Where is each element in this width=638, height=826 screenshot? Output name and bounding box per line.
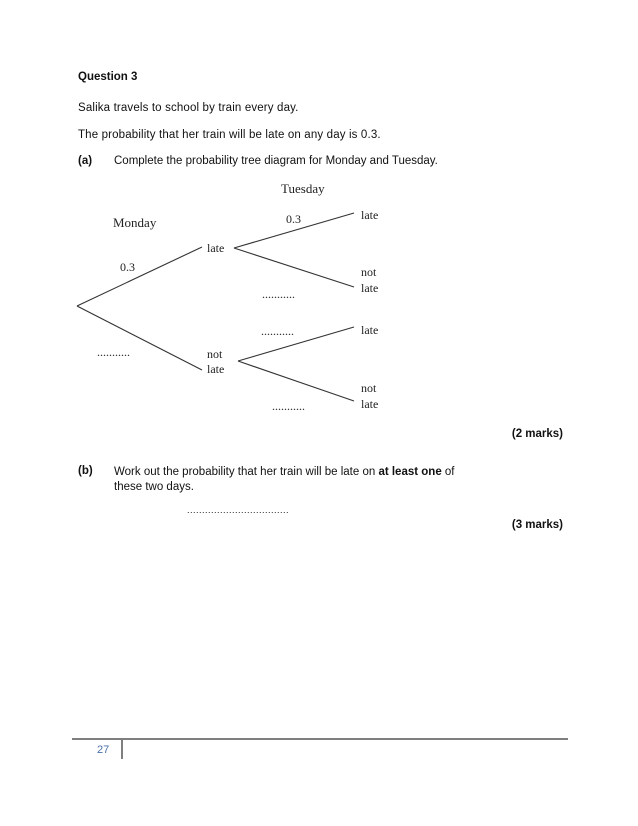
part-a-marks: (2 marks): [511, 428, 563, 440]
page-number: 27: [97, 744, 110, 756]
prob-monday-late: 0.3: [120, 260, 135, 274]
node-tuesday-late-1: late: [361, 208, 379, 222]
part-b-text-after: of these two days.: [114, 466, 455, 493]
blank-tuesday-notlate-late: ...........: [261, 324, 294, 338]
branch-notlate-to-not-late: [238, 361, 354, 401]
blank-monday-not-late: ...........: [97, 345, 130, 359]
part-a-text: Complete the probability tree diagram for Monday and Tuesday.: [114, 155, 438, 167]
node-monday-late: late: [207, 241, 225, 255]
node-monday-not: not: [207, 347, 223, 361]
part-a-label: (a): [78, 155, 93, 167]
probability-statement: The probability that her train will be late on any day is 0.3.: [78, 129, 381, 141]
blank-tuesday-notlate-not-late: ...........: [272, 399, 305, 413]
footer-divider: [72, 738, 568, 740]
node-tuesday-not-late-word-1: late: [361, 281, 379, 295]
tuesday-header: Tuesday: [281, 181, 325, 196]
part-b-text-before: Work out the probability that her train will be late on: [114, 466, 379, 478]
branch-root-to-not-late: [77, 306, 202, 370]
node-tuesday-not-2: not: [361, 381, 377, 395]
part-b-marks: (3 marks): [511, 519, 563, 531]
answer-line: ..................................: [187, 505, 290, 515]
branch-root-to-late: [77, 247, 202, 306]
node-tuesday-late-2: late: [361, 323, 379, 337]
prob-tuesday-late-late: 0.3: [286, 212, 301, 226]
question-title: Question 3: [78, 71, 138, 83]
blank-tuesday-late-not-late: ...........: [262, 287, 295, 301]
node-tuesday-not-late-word-2: late: [361, 397, 379, 411]
footer-vertical-bar: [121, 740, 123, 759]
node-monday-not-late-word: late: [207, 362, 225, 376]
part-b-text: [114, 465, 474, 495]
question-intro: Salika travels to school by train every day.: [78, 102, 299, 114]
branch-notlate-to-late: [238, 327, 354, 361]
part-b-label: (b): [78, 465, 93, 477]
part-b-text-bold: at least one: [378, 466, 442, 478]
node-tuesday-not-1: not: [361, 265, 377, 279]
branch-late-to-not-late: [234, 248, 354, 287]
monday-header: Monday: [113, 215, 157, 230]
